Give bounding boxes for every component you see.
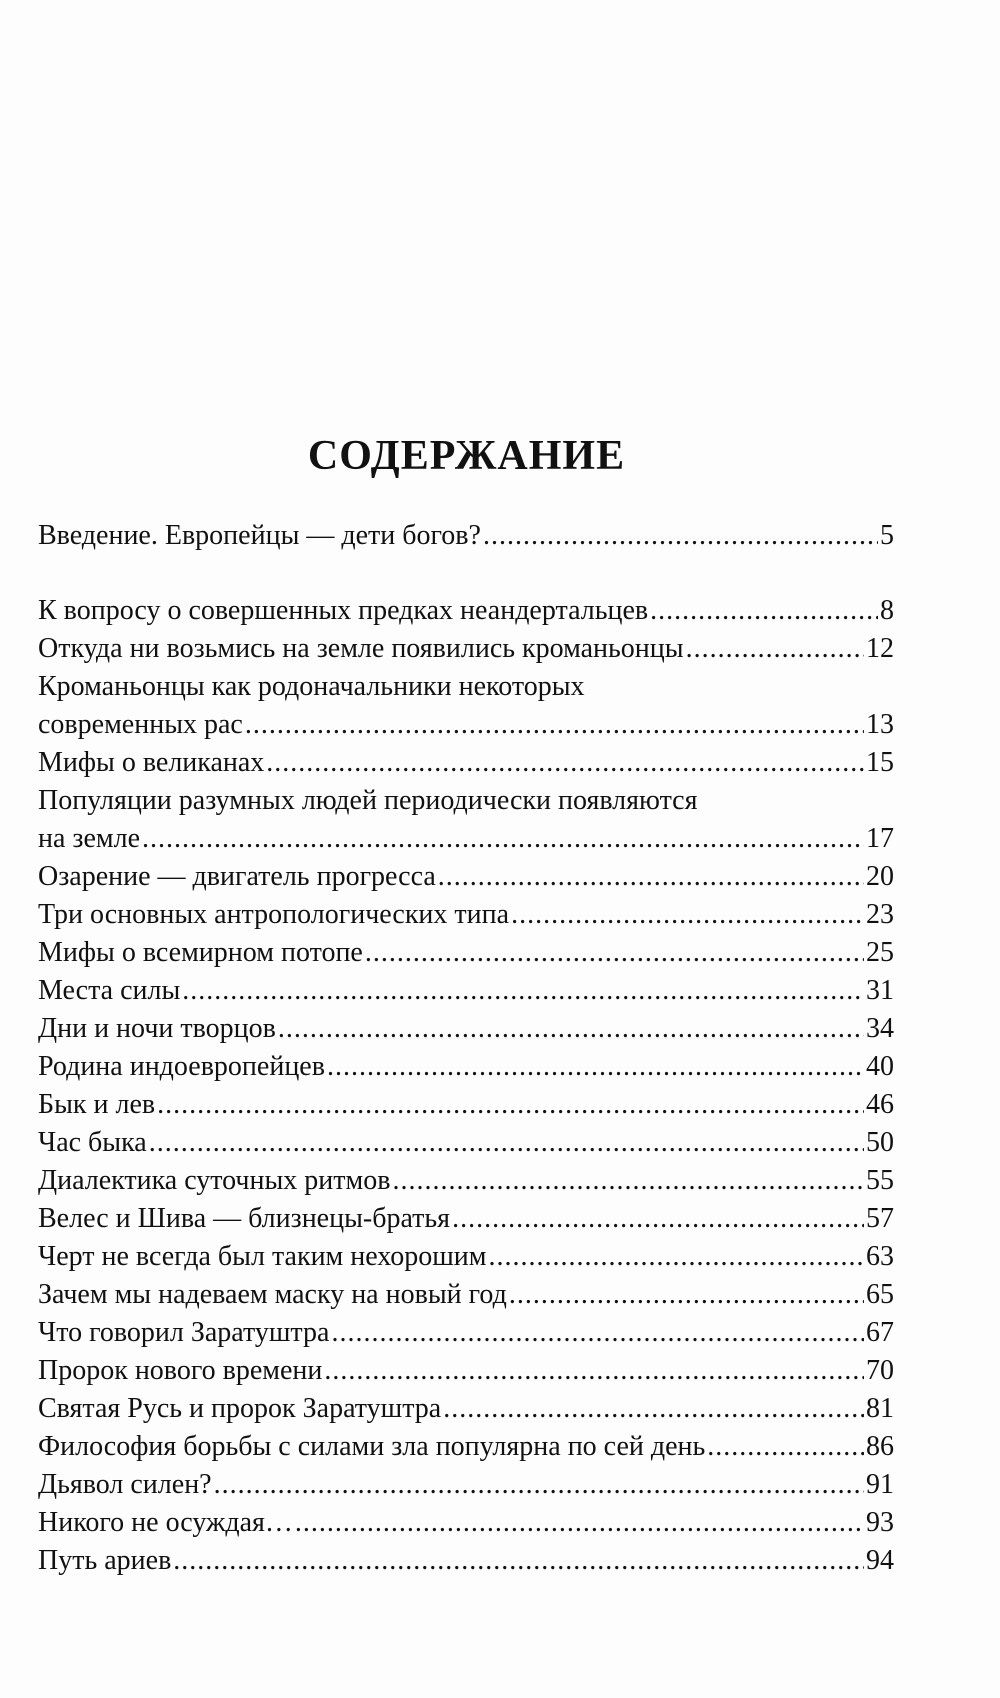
toc-entry-title: Места силы <box>38 975 181 1006</box>
dot-leader <box>327 1048 864 1086</box>
toc-line <box>38 1314 894 1352</box>
toc-entry-title: Родина индоевропейцев <box>38 1051 325 1082</box>
toc-entry-title: Введение. Европейцы — дети богов? <box>38 520 481 551</box>
dot-leader <box>452 1200 864 1238</box>
toc-entry-page: 70 <box>866 1355 894 1386</box>
toc-entry <box>38 858 894 896</box>
toc-entry-page: 31 <box>866 975 894 1006</box>
toc-entry-title: Озарение — двигатель прогресса <box>38 861 436 892</box>
dot-leader <box>295 1504 864 1542</box>
toc-entry <box>38 782 894 858</box>
toc-entry <box>38 1504 894 1542</box>
toc-line <box>38 592 894 630</box>
toc-entry-page: 81 <box>866 1393 894 1424</box>
page-title: СОДЕРЖАНИЕ <box>307 433 626 479</box>
toc-entry-page: 20 <box>866 861 894 892</box>
toc-line <box>38 1200 894 1238</box>
toc-entry-title: Святая Русь и пророк Заратуштра <box>38 1393 442 1424</box>
toc-entry <box>38 1086 894 1124</box>
toc-entry <box>38 592 894 630</box>
toc-entry-title-line1: Популяции разумных людей периодически появляются <box>38 785 698 816</box>
toc-entry-page: 40 <box>866 1051 894 1082</box>
toc-entry <box>38 896 894 934</box>
toc-line <box>38 517 894 555</box>
dot-leader <box>365 934 864 972</box>
toc-entry-page: 94 <box>866 1545 894 1576</box>
toc-line <box>38 820 894 858</box>
dot-leader <box>149 1124 864 1162</box>
toc-entry-page: 23 <box>866 899 894 930</box>
dot-leader <box>707 1428 864 1466</box>
toc-entry-title: Дьявол силен? <box>38 1469 212 1500</box>
toc-entry <box>38 972 894 1010</box>
toc-entry-page: 57 <box>866 1203 894 1234</box>
dot-leader <box>266 744 864 782</box>
dot-leader <box>182 972 864 1010</box>
toc-entry <box>38 1238 894 1276</box>
toc-line <box>38 1162 894 1200</box>
toc-entry <box>38 1428 894 1466</box>
dot-leader <box>331 1314 864 1352</box>
dot-leader <box>650 592 878 630</box>
toc-entry <box>38 1162 894 1200</box>
toc-entry-page: 67 <box>866 1317 894 1348</box>
toc-entry-page: 17 <box>866 823 894 854</box>
toc-entry-title: Черт не всегда был таким нехорошим <box>38 1241 487 1272</box>
dot-leader <box>509 1276 864 1314</box>
toc-entry-title: Три основных антропологических типа <box>38 899 510 930</box>
toc-entry <box>38 630 894 668</box>
toc-line <box>38 1124 894 1162</box>
toc-entry <box>38 668 894 744</box>
toc-entry-page: 91 <box>866 1469 894 1500</box>
toc-entry-title: на земле <box>38 823 141 854</box>
toc-entry-page: 12 <box>866 633 894 664</box>
dot-leader <box>489 1238 864 1276</box>
toc-line <box>38 1276 894 1314</box>
dot-leader <box>157 1086 864 1124</box>
toc-entry-page: 46 <box>866 1089 894 1120</box>
toc-entry <box>38 934 894 972</box>
toc-entry <box>38 1276 894 1314</box>
toc-entry-page: 86 <box>866 1431 894 1462</box>
dot-leader <box>438 858 864 896</box>
toc-entry <box>38 517 894 555</box>
toc-entry-title: Дни и ночи творцов <box>38 1013 276 1044</box>
toc-entry-page: 8 <box>880 595 894 626</box>
toc-entry-title: Диалектика суточных ритмов <box>38 1165 391 1196</box>
toc-entry-title: Зачем мы надеваем маску на новый год <box>38 1279 507 1310</box>
dot-leader <box>686 630 864 668</box>
toc-entry-title-line1: Кроманьонцы как родоначальники некоторых <box>38 671 585 702</box>
dot-leader <box>214 1466 864 1504</box>
toc-entry-title: современных рас <box>38 709 243 740</box>
dot-leader <box>173 1542 864 1580</box>
toc-entry-title: Пророк нового времени <box>38 1355 323 1386</box>
dot-leader <box>483 517 878 555</box>
dot-leader <box>392 1162 864 1200</box>
toc-entry-page: 50 <box>866 1127 894 1158</box>
toc-entry-page: 93 <box>866 1507 894 1538</box>
dot-leader <box>511 896 864 934</box>
toc-line <box>38 1504 894 1542</box>
toc-entry-title: Что говорил Заратуштра <box>38 1317 330 1348</box>
toc-line <box>38 630 894 668</box>
toc-line <box>38 1542 894 1580</box>
toc-entry-page: 34 <box>866 1013 894 1044</box>
toc-entry-page: 25 <box>866 937 894 968</box>
toc-line <box>38 1238 894 1276</box>
toc-line <box>38 972 894 1010</box>
toc-entry-title: Велес и Шива — близнецы-братья <box>38 1203 451 1234</box>
toc-entry-title: Мифы о всемирном потопе <box>38 937 363 968</box>
dot-leader <box>443 1390 864 1428</box>
toc-entry <box>38 1200 894 1238</box>
toc-entry <box>38 744 894 782</box>
table-of-contents <box>38 517 894 1580</box>
toc-entry-page: 55 <box>866 1165 894 1196</box>
toc-line <box>38 1390 894 1428</box>
toc-entry-page: 15 <box>866 747 894 778</box>
toc-entry-page: 5 <box>880 520 894 551</box>
toc-entry <box>38 1124 894 1162</box>
toc-line <box>38 744 894 782</box>
toc-line <box>38 1466 894 1504</box>
toc-line <box>38 1010 894 1048</box>
dot-leader <box>245 706 864 744</box>
dot-leader <box>324 1352 864 1390</box>
toc-entry-page: 63 <box>866 1241 894 1272</box>
toc-line <box>38 706 894 744</box>
toc-entry <box>38 1542 894 1580</box>
toc-line <box>38 1086 894 1124</box>
toc-entry-title: Откуда ни возьмись на земле появились кроманьонцы <box>38 633 684 664</box>
toc-entry-page: 13 <box>866 709 894 740</box>
toc-line <box>38 1048 894 1086</box>
toc-line <box>38 858 894 896</box>
toc-line <box>38 934 894 972</box>
toc-entry-title: Путь ариев <box>38 1545 172 1576</box>
toc-entry-title: Бык и лев <box>38 1089 156 1120</box>
toc-entry <box>38 1048 894 1086</box>
toc-line <box>38 1428 894 1466</box>
toc-entry <box>38 1010 894 1048</box>
toc-entry-title: К вопросу о совершенных предках неандертальцев <box>38 595 649 626</box>
toc-line <box>38 1352 894 1390</box>
toc-entry-title: Философия борьбы с силами зла популярна по сей день <box>38 1431 706 1462</box>
dot-leader <box>142 820 864 858</box>
toc-line <box>38 896 894 934</box>
toc-entry <box>38 1314 894 1352</box>
toc-entry-page: 65 <box>866 1279 894 1310</box>
toc-entry <box>38 1390 894 1428</box>
toc-entry-title: Мифы о великанах <box>38 747 265 778</box>
toc-entry <box>38 1352 894 1390</box>
toc-entry-title: Час быка <box>38 1127 147 1158</box>
dot-leader <box>278 1010 864 1048</box>
toc-entry <box>38 1466 894 1504</box>
toc-entry-title: Никого не осуждая… <box>38 1507 293 1538</box>
